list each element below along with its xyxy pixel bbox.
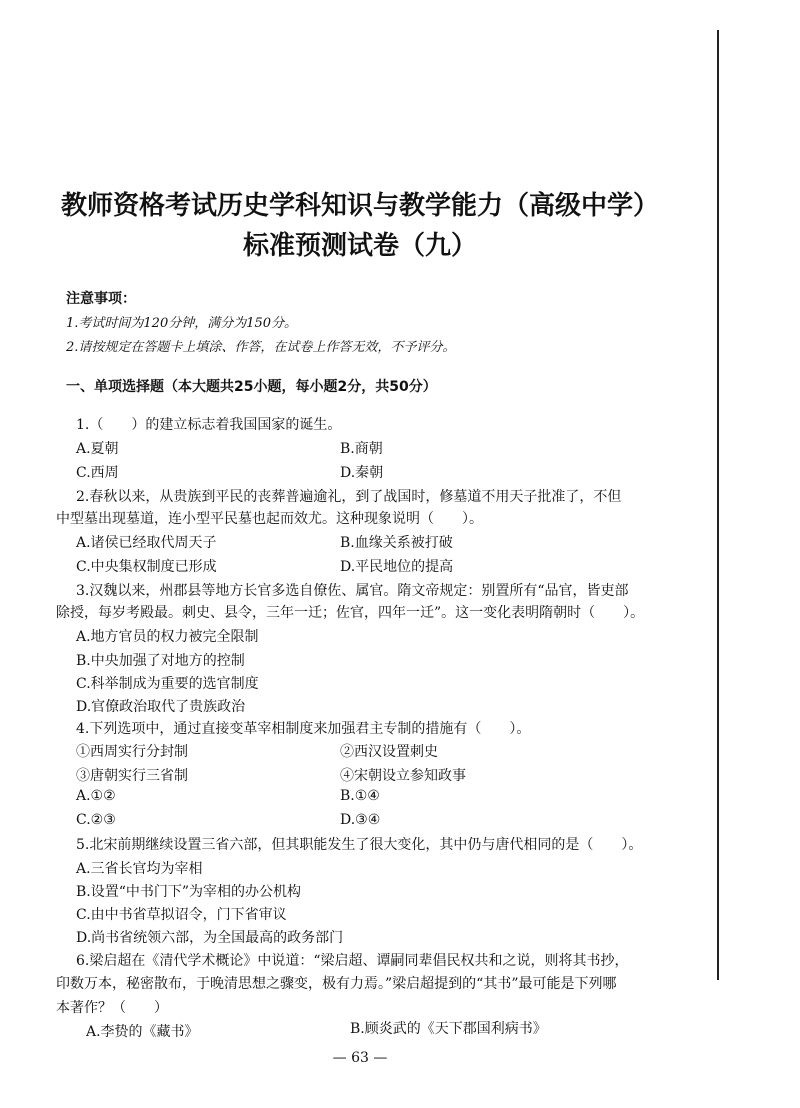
question-4-item-3: ③唐朝实行三省制 (76, 768, 188, 784)
question-4-item-4: ④宋朝设立参知政事 (340, 768, 466, 784)
title-line-2: 标准预测试卷（九） (242, 231, 477, 261)
exam-title (40, 186, 680, 266)
question-6-stem: 印数万本，秘密散布，于晚清思想之骤变，极有力焉。”梁启超提到的“其书”最可能是下列哪 (56, 976, 617, 992)
question-4-item-1: ①西周实行分封制 (76, 744, 188, 760)
notice-item: 2.请按规定在答题卡上填涂、作答，在试卷上作答无效，不予评分。 (66, 340, 456, 355)
section-heading: 一、单项选择题（本大题共25小题，每小题2分，共50分） (66, 379, 437, 395)
question-2-stem: 2.春秋以来，从贵族到平民的丧葬普遍逾礼，到了战国时，修墓道不用天子批准了，不但 (76, 489, 622, 505)
question-5-option-c: C.由中书省草拟诏令，门下省审议 (76, 907, 287, 923)
question-3-option-c: C.科举制成为重要的选官制度 (76, 676, 259, 692)
question-5-option-a: A.三省长官均为宰相 (76, 861, 203, 877)
notice-heading: 注意事项： (66, 291, 136, 307)
question-3-stem: 3.汉魏以来，州郡县等地方长官多选自僚佐、属官。隋文帝规定：别置所有“品官，皆吏部 (76, 583, 629, 599)
question-6-stem: 本著作？（ ） (56, 1000, 168, 1016)
question-4-option-b: B.①④ (340, 788, 380, 804)
question-4-stem: 4.下列选项中，通过直接变革宰相制度来加强君主专制的措施有（ ）。 (76, 721, 531, 737)
question-2-option-a: A.诸侯已经取代周天子 (76, 535, 217, 551)
question-2-option-d: D.平民地位的提高 (340, 559, 454, 575)
question-4-option-d: D.③④ (340, 812, 381, 828)
title-line-1: 教师资格考试历史学科知识与教学能力（高级中学） (60, 191, 659, 221)
question-6-stem: 6.梁启超在《清代学术概论》中说道：“梁启超、谭嗣同辈倡民权共和之说，则将其书抄， (76, 953, 629, 969)
question-6-option-b: B.顾炎武的《天下郡国利病书》 (350, 1021, 547, 1037)
question-1-option-c: C.西周 (76, 465, 119, 481)
question-1-option-a: A.夏朝 (76, 441, 119, 457)
question-5-option-b: B.设置“中书门下”为宰相的办公机构 (76, 884, 302, 900)
question-3-option-d: D.官僚政治取代了贵族政治 (76, 699, 246, 715)
question-3-option-b: B.中央加强了对地方的控制 (76, 653, 245, 669)
question-2-option-c: C.中央集权制度已形成 (76, 559, 217, 575)
question-6-option-a: A.李贽的《藏书》 (86, 1024, 199, 1040)
question-5-stem: 5.北宋前期继续设置三省六部，但其职能发生了很大变化，其中仍与唐代相同的是（ ）。 (76, 837, 643, 853)
question-1-option-d: D.秦朝 (340, 465, 384, 481)
question-4-item-2: ②西汉设置刺史 (340, 744, 438, 760)
question-5-option-d: D.尚书省统领六部，为全国最高的政务部门 (76, 930, 344, 946)
page-number: — 63 — (332, 1050, 388, 1066)
notice-item: 1.考试时间为120分钟，满分为150分。 (66, 316, 298, 331)
question-1-stem: 1.（ ）的建立标志着我国国家的诞生。 (76, 417, 342, 433)
question-2-option-b: B.血缘关系被打破 (340, 535, 453, 551)
question-4-option-a: A.①② (76, 788, 116, 804)
scan-edge-line (717, 30, 719, 980)
question-1-option-b: B.商朝 (340, 441, 383, 457)
question-4-option-c: C.②③ (76, 812, 116, 828)
question-2-stem: 中型墓出现墓道，连小型平民墓也起而效尤。这种现象说明（ ）。 (56, 511, 483, 527)
question-3-stem: 除授，每岁考殿最。刺史、县令，三年一迁；佐官，四年一迁”。这一变化表明隋朝时（ ）。 (56, 605, 645, 621)
question-3-option-a: A.地方官员的权力被完全限制 (76, 629, 259, 645)
